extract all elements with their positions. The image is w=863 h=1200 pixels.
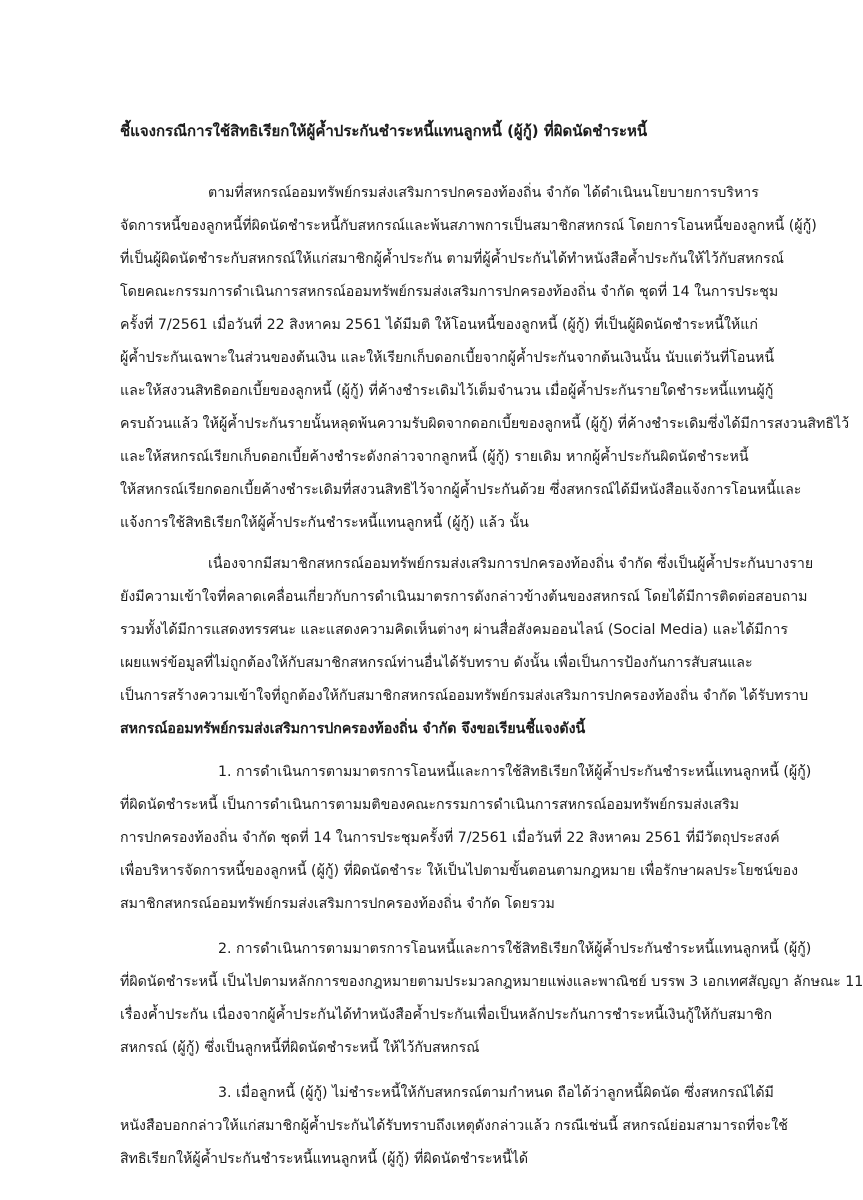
paragraph-1-line: จัดการหนี้ของลูกหนี้ที่ผิดนัดชำระหนี้กับสหกรณ์และพ้นสภาพการเป็นสมาชิกสหกรณ์ โดยการโอนหนี้ของลูกหนี้ (ผู้กู้) [120,218,817,234]
item-3-line: หนังสือบอกกล่าวให้แก่สมาชิกผู้ค้ำประกันได้รับทราบถึงเหตุดังกล่าวแล้ว กรณีเช่นนี้ สหกรณ์ย่อมสามารถที่จะใช้ [120,1118,788,1134]
paragraph-1-line: ที่เป็นผู้ผิดนัดชำระกับสหกรณ์ให้แก่สมาชิกผู้ค้ำประกัน ตามที่ผู้ค้ำประกันได้ทำหนังสือค้ำประกันให้ไว้กับสหกรณ์ [120,251,784,267]
item-1-line: 1. การดำเนินการตามมาตรการโอนหนี้และการใช้สิทธิเรียกให้ผู้ค้ำประกันชำระหนี้แทนลูกหนี้ (ผู้กู้) [218,764,812,780]
item-1-line: เพื่อบริหารจัดการหนี้ของลูกหนี้ (ผู้กู้) ที่ผิดนัดชำระ ให้เป็นไปตามขั้นตอนตามกฎหมาย เพื่อรักษาผลประโยชน์ของ [120,863,799,879]
paragraph-2-line: ยังมีความเข้าใจที่คลาดเคลื่อนเกี่ยวกับการดำเนินมาตรการดังกล่าวข้างต้นของสหกรณ์ โดยได้มีการติดต่อสอบถาม [120,589,808,605]
paragraph-1-line: และให้สงวนสิทธิดอกเบี้ยของลูกหนี้ (ผู้กู้) ที่ค้างชำระเดิมไว้เต็มจำนวน เมื่อผู้ค้ำประกันรายใดชำระหนี้แทนผู้กู้ [120,383,774,399]
paragraph-2-bold-line: สหกรณ์ออมทรัพย์กรมส่งเสริมการปกครองท้องถิ่น จำกัด จึงขอเรียนชี้แจงดังนี้ [120,721,586,737]
document-title: ชี้แจงกรณีการใช้สิทธิเรียกให้ผู้ค้ำประกันชำระหนี้แทนลูกหนี้ (ผู้กู้) ที่ผิดนัดชำระหนี้ [120,122,648,140]
item-3-line: สิทธิเรียกให้ผู้ค้ำประกันชำระหนี้แทนลูกหนี้ (ผู้กู้) ที่ผิดนัดชำระหนี้ได้ [120,1151,529,1167]
paragraph-1-line: และให้สหกรณ์เรียกเก็บดอกเบี้ยค้างชำระดังกล่าวจากลูกหนี้ (ผู้กู้) รายเดิม หากผู้ค้ำประกันผิดนัดชำระหนี้ [120,449,749,465]
item-2-line: สหกรณ์ (ผู้กู้) ซึ่งเป็นลูกหนี้ที่ผิดนัดชำระหนี้ ให้ไว้กับสหกรณ์ [120,1040,480,1056]
paragraph-1-line: ครบถ้วนแล้ว ให้ผู้ค้ำประกันรายนั้นหลุดพ้นความรับผิดจากดอกเบี้ยของลูกหนี้ (ผู้กู้) ที่ค้างชำระเดิมซึ่งได้มีการสงวนสิทธิไว้ [120,416,850,432]
paragraph-1-line: ผู้ค้ำประกันเฉพาะในส่วนของต้นเงิน และให้เรียกเก็บดอกเบี้ยจากผู้ค้ำประกันจากต้นเงินนั้น นับแต่วันที่โอนหนี้ [120,350,775,366]
paragraph-1-line: ให้สหกรณ์เรียกดอกเบี้ยค้างชำระเดิมที่สงวนสิทธิไว้จากผู้ค้ำประกันด้วย ซึ่งสหกรณ์ได้มีหนังสือแจ้งการโอนหนี้และ [120,482,802,498]
paragraph-2-line: เผยแพร่ข้อมูลที่ไม่ถูกต้องให้กับสมาชิกสหกรณ์ท่านอื่นได้รับทราบ ดังนั้น เพื่อเป็นการป้องกันการสับสนและ [120,655,753,671]
item-1-line: การปกครองท้องถิ่น จำกัด ชุดที่ 14 ในการประชุมครั้งที่ 7/2561 เมื่อวันที่ 22 สิงหาคม 2561 ที่มีวัตถุประสงค์ [120,830,780,846]
paragraph-2-line: รวมทั้งได้มีการแสดงทรรศนะ และแสดงความคิดเห็นต่างๆ ผ่านสื่อสังคมออนไลน์ (Social Media) และได้มีการ [120,622,788,638]
item-1-line: ที่ผิดนัดชำระหนี้ เป็นการดำเนินการตามมติของคณะกรรมการดำเนินการสหกรณ์ออมทรัพย์กรมส่งเสริม [120,797,740,813]
paragraph-2-line: เนื่องจากมีสมาชิกสหกรณ์ออมทรัพย์กรมส่งเสริมการปกครองท้องถิ่น จำกัด ซึ่งเป็นผู้ค้ำประกันบางราย [208,556,814,572]
paragraph-1-line: ตามที่สหกรณ์ออมทรัพย์กรมส่งเสริมการปกครองท้องถิ่น จำกัด ได้ดำเนินนโยบายการบริหาร [208,185,759,201]
item-2-line: ที่ผิดนัดชำระหนี้ เป็นไปตามหลักการของกฎหมายตามประมวลกฎหมายแพ่งและพาณิชย์ บรรพ 3 เอกเทศสัญญา ลักษณะ 11 [120,974,863,990]
item-2-line: เรื่องค้ำประกัน เนื่องจากผู้ค้ำประกันได้ทำหนังสือค้ำประกันเพื่อเป็นหลักประกันการชำระหนี้เงินกู้ให้กับสมาชิก [120,1007,773,1023]
paragraph-2-line: เป็นการสร้างความเข้าใจที่ถูกต้องให้กับสมาชิกสหกรณ์ออมทรัพย์กรมส่งเสริมการปกครองท้องถิ่น จำกัด ได้รับทราบ [120,688,809,704]
paragraph-1-line: โดยคณะกรรมการดำเนินการสหกรณ์ออมทรัพย์กรมส่งเสริมการปกครองท้องถิ่น จำกัด ชุดที่ 14 ในการประชุม [120,284,779,300]
paragraph-1-line: ครั้งที่ 7/2561 เมื่อวันที่ 22 สิงหาคม 2561 ได้มีมติ ให้โอนหนี้ของลูกหนี้ (ผู้กู้) ที่เป็นผู้ผิดนัดชำระหนี้ให้แก่ [120,317,758,333]
item-1-line: สมาชิกสหกรณ์ออมทรัพย์กรมส่งเสริมการปกครองท้องถิ่น จำกัด โดยรวม [120,896,555,912]
item-3-line: 3. เมื่อลูกหนี้ (ผู้กู้) ไม่ชำระหนี้ให้กับสหกรณ์ตามกำหนด ถือได้ว่าลูกหนี้ผิดนัด ซึ่งสหกรณ์ได้มี [218,1085,774,1101]
item-2-line: 2. การดำเนินการตามมาตรการโอนหนี้และการใช้สิทธิเรียกให้ผู้ค้ำประกันชำระหนี้แทนลูกหนี้ (ผู้กู้) [218,941,812,957]
paragraph-1-line: แจ้งการใช้สิทธิเรียกให้ผู้ค้ำประกันชำระหนี้แทนลูกหนี้ (ผู้กู้) แล้ว นั้น [120,515,529,531]
